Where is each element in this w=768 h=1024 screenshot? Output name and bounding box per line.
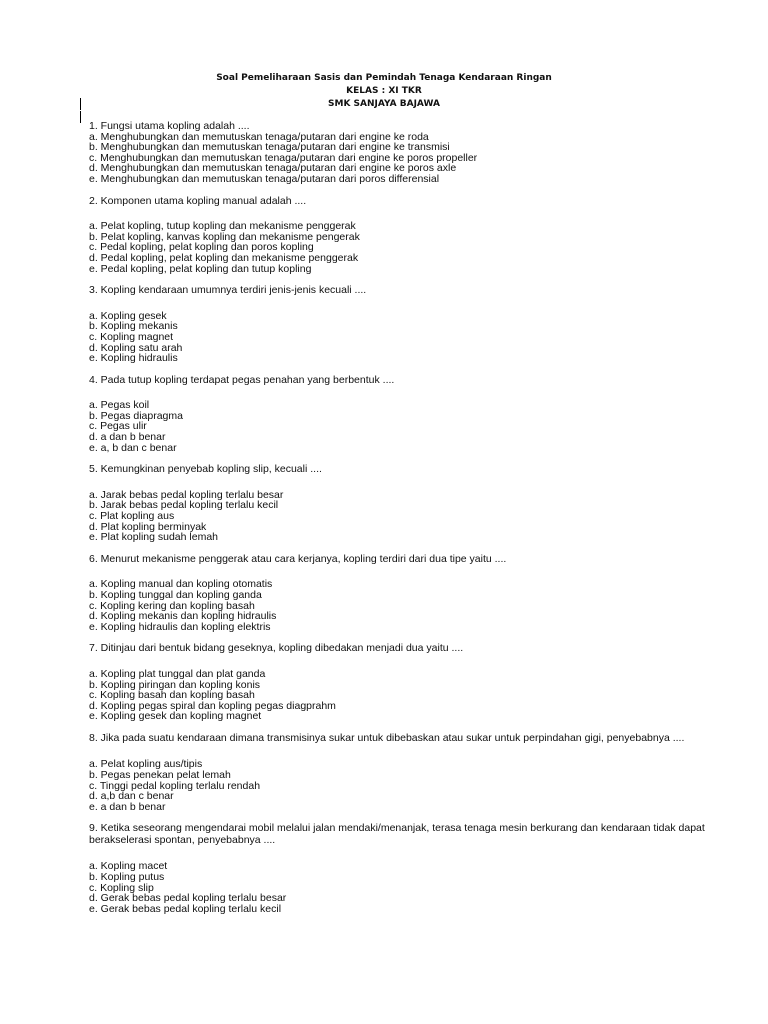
answer-option: a. Pegas koil (89, 399, 150, 412)
answer-option: b. Pegas penekan pelat lemah (89, 769, 231, 782)
question-text: 5. Kemungkinan penyebab kopling slip, kecuali .... (89, 463, 322, 476)
answer-option: c. Pedal kopling, pelat kopling dan poros kopling (89, 241, 314, 254)
question-block (89, 196, 729, 275)
question-text: 3. Kopling kendaraan umumnya terdiri jenis-jenis kecuali .... (89, 284, 367, 297)
answer-options (89, 579, 729, 632)
answer-option: d. Kopling satu arah (89, 341, 183, 354)
answer-option: b. Pelat kopling, kanvas kopling dan mekanisme pengerak (89, 230, 360, 243)
answer-option: a. Pelat kopling aus/tipis (89, 758, 203, 771)
document-title: Soal Pemeliharaan Sasis dan Pemindah Tenaga Kendaraan Ringan (216, 73, 552, 83)
question-text: 9. Ketika seseorang mengendarai mobil melalui jalan mendaki/menanjak, terasa tenaga mesin berkurang dan kendaraan tidak dapat berakselerasi spontan, penyebabnya .... (89, 822, 705, 846)
question-block (89, 285, 729, 364)
text-cursor-marker (80, 98, 81, 110)
answer-option: e. Kopling hidraulis dan kopling elektris (89, 620, 271, 633)
answer-option: a. Menghubungkan dan memutuskan tenaga/putaran dari engine ke roda (89, 130, 429, 143)
answer-option: b. Kopling piringan dan kopling konis (89, 678, 261, 691)
answer-option: c. Kopling slip (89, 881, 154, 894)
question-block (89, 375, 729, 454)
answer-option: b. Jarak bebas pedal kopling terlalu kecil (89, 499, 279, 512)
answer-option: d. Plat kopling berminyak (89, 520, 207, 533)
answer-option: d. Pedal kopling, pelat kopling dan mekanisme penggerak (89, 251, 359, 264)
answer-option: c. Kopling kering dan kopling basah (89, 599, 255, 612)
answer-options (89, 132, 729, 185)
answer-option: a. Kopling gesek (89, 309, 167, 322)
answer-option: e. Pedal kopling, pelat kopling dan tutup kopling (89, 262, 312, 275)
question-text: 8. Jika pada suatu kendaraan dimana transmisinya sukar untuk dibebaskan atau sukar untuk perpindahan gigi, penyebabnya .... (89, 731, 685, 744)
answer-option: e. Kopling gesek dan kopling magnet (89, 710, 262, 723)
answer-options (89, 759, 729, 812)
answer-option: d. Kopling mekanis dan kopling hidraulis (89, 610, 277, 623)
answer-option: d. a dan b benar (89, 431, 166, 444)
answer-option: b. Kopling tunggal dan kopling ganda (89, 589, 262, 601)
question-text: 4. Pada tutup kopling terdapat pegas penahan yang berbentuk .... (89, 373, 395, 386)
answer-option: a. Kopling plat tunggal dan plat ganda (89, 667, 266, 680)
answer-options (89, 490, 729, 543)
answer-option: e. Gerak bebas pedal kopling terlalu kecil (89, 902, 282, 915)
answer-option: a. Kopling macet (89, 860, 168, 873)
answer-option: e. a, b dan c benar (89, 441, 177, 454)
answer-option: a. Jarak bebas pedal kopling terlalu besar (89, 488, 284, 501)
answer-option: d. Gerak bebas pedal kopling terlalu besar (89, 892, 287, 905)
answer-option: b. Kopling putus (89, 871, 165, 883)
answer-options (89, 669, 729, 722)
answer-option: d. Menghubungkan dan memutuskan tenaga/putaran dari engine ke poros axle (89, 162, 457, 175)
answer-option: c. Menghubungkan dan memutuskan tenaga/putaran dari engine ke poros propeller (89, 151, 478, 164)
question-block (89, 823, 729, 914)
answer-options (89, 861, 729, 914)
answer-option: e. a dan b benar (89, 800, 166, 813)
question-list (89, 121, 729, 925)
question-block (89, 464, 729, 543)
answer-option: b. Menghubungkan dan memutuskan tenaga/putaran dari engine ke transmisi (89, 141, 450, 154)
answer-option: b. Pegas diapragma (89, 409, 183, 422)
answer-option: a. Pelat kopling, tutup kopling dan mekanisme penggerak (89, 220, 356, 233)
answer-option: b. Kopling mekanis (89, 320, 178, 333)
school-name: SMK SANJAYA BAJAWA (328, 99, 440, 109)
question-block (89, 643, 729, 722)
answer-option: c. Pegas ulir (89, 420, 147, 433)
answer-option: d. a,b dan c benar (89, 790, 174, 803)
answer-option: c. Plat kopling aus (89, 510, 175, 523)
answer-option: e. Kopling hidraulis (89, 352, 178, 365)
answer-options (89, 311, 729, 364)
question-block (89, 121, 729, 185)
answer-option: a. Kopling manual dan kopling otomatis (89, 578, 273, 591)
class-line: KELAS : XI TKR (346, 86, 422, 96)
question-text: 2. Komponen utama kopling manual adalah .... (89, 194, 307, 207)
document-header (0, 72, 768, 111)
answer-option: c. Kopling basah dan kopling basah (89, 689, 255, 702)
text-cursor-marker (80, 111, 81, 123)
question-text: 1. Fungsi utama kopling adalah .... (89, 120, 250, 132)
answer-option: d. Kopling pegas spiral dan kopling pegas diagprahm (89, 699, 336, 712)
question-block (89, 733, 729, 812)
question-block (89, 554, 729, 633)
question-text: 7. Ditinjau dari bentuk bidang geseknya, kopling dibedakan menjadi dua yaitu .... (89, 642, 464, 655)
question-text: 6. Menurut mekanisme penggerak atau cara kerjanya, kopling terdiri dari dua tipe yaitu .... (89, 552, 507, 565)
answer-option: e. Menghubungkan dan memutuskan tenaga/putaran dari poros differensial (89, 172, 440, 185)
answer-option: c. Kopling magnet (89, 330, 174, 343)
answer-option: c. Tinggi pedal kopling terlalu rendah (89, 779, 261, 792)
answer-options (89, 400, 729, 453)
answer-options (89, 221, 729, 274)
answer-option: e. Plat kopling sudah lemah (89, 531, 218, 544)
